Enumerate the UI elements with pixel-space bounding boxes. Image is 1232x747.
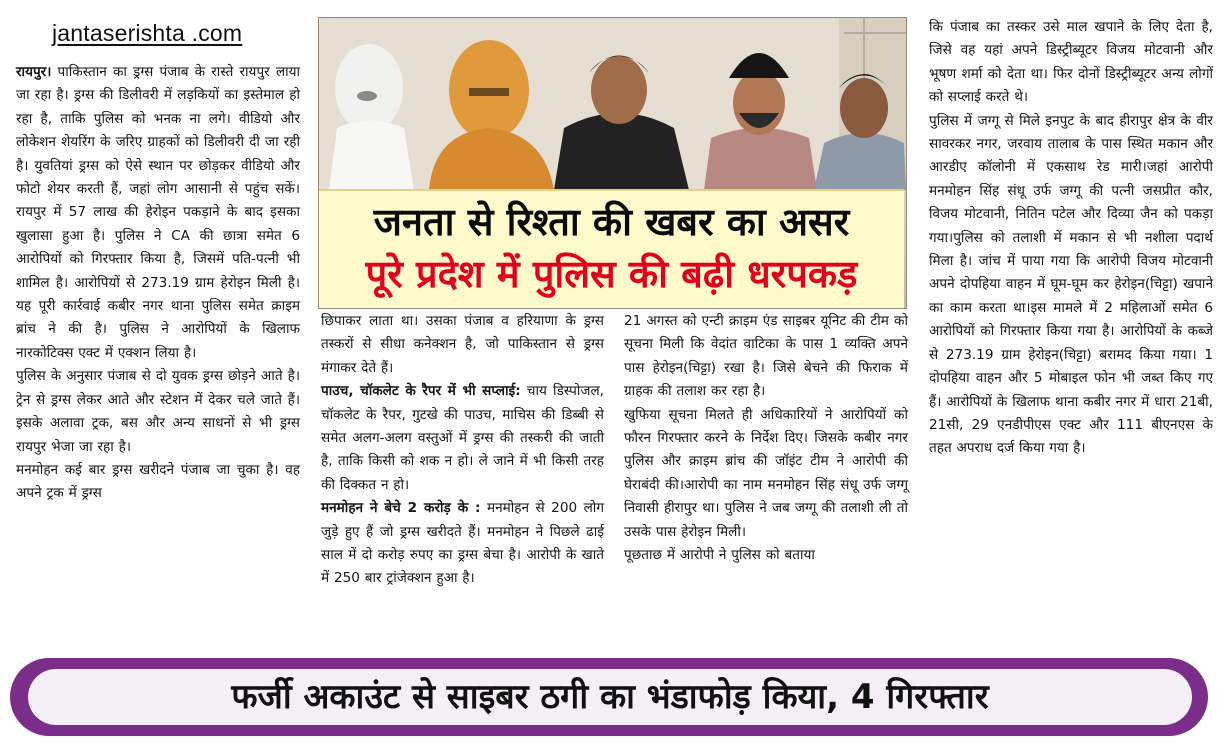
column-2-para-1: छिपाकर लाता था। उसका पंजाब व हरियाणा के ड्रग्स तस्करों से सीधा कनेक्शन है, जो पाकिस्तान से ड्रग्स मंगाकर देते हैं। xyxy=(321,313,604,376)
site-name[interactable]: jantaserishta .com xyxy=(52,20,243,46)
column-1-text: पाकिस्तान का ड्रग्स पंजाब के रास्ते रायपुर लाया जा रहा है। ड्रग्स की डिलीवरी में लड़कियों का इस्तेमाल हो रहा है, ताकि पुलिस को भनक ना लगे। वीडियो और लोकेशन शेयरिंग के जरिए ग्राहकों को डिलीवरी दी जा रही है। युवतियां ड्रग्स को ऐसे स्थान पर छोड़कर वीडियो और फोटो शेयर करती हैं, जहां लोग आसानी से पहुंच सकें। रायपुर में 57 लाख की हेरोइन पकड़ाने के बाद इसका खुलासा हुआ है। पुलिस ने CA की छात्रा समेत 6 आरोपियों को गिरफ्तार किया है, जिसमें पति-पत्नी भी शामिल है। आरोपियों से 273.19 ग्राम हेरोइन मिली है। यह पूरी कार्रवाई कबीर नगर थाना पुलिस समेत क्राइम ब्रांच ने की है। पुलिस ने आरोपियों के खिलाफ नारकोटिक्स एक्ट में एक्शन लिया है। पुलिस के अनुसार पंजाब से दो युवक ड्रग्स छोड़ने आते है। ट्रेन से ड्रग्स लेकर आते और स्टेशन में देकर चले जाते हैं। इसके अलावा ट्रक, बस और अन्य साधनों से भी ड्रग्स रायपुर भेजा जा रहा है। मनमोहन कई बार ड्रग्स खरीदने पंजाब जा चुका है। वह अपने ट्रक में ड्रग्स xyxy=(16,64,300,502)
subhead-pouch: पाउच, चॉकलेट के रैपर में भी सप्लाई: xyxy=(321,383,521,400)
dateline: रायपुर। xyxy=(16,64,52,80)
headline-line-1: जनता से रिश्ता की खबर का असर xyxy=(373,200,850,244)
column-2-para-2: चाय डिस्पोजल, चॉकलेट के रैपर, गुटखे की पाउच, माचिस की डिब्बी से समेत अलग-अलग वस्तुओं में ड्रग्स की तस्करी की जाती है, ताकि किसी को शक न हो। ले जाने में भी किसी तरह की दिक्कत न हो। xyxy=(321,383,604,493)
bottom-headline-banner[interactable] xyxy=(10,658,1208,736)
article-column-1 xyxy=(16,61,300,506)
column-4-text: कि पंजाब का तस्कर उसे माल खपाने के लिए देता है, जिसे वह यहां अपने डिस्ट्रीब्यूटर विजय मोटवानी और भूषण शर्मा को देता था। फिर दोनों डिस्ट्रीब्यूटर अन्य लोगों को सप्लाई करते थे। पुलिस में जग्गू से मिले इनपुट के बाद हीरापुर क्षेत्र के वीर सावरकर नगर, जरवाय तालाब के पास स्थित मकान और आरडीए कॉलोनी में एकसाथ रेड मारी।जहां आरोपी मनमोहन सिंह संधू उर्फ जग्गू की पत्नी जसप्रीत कौर, विजय मोटवानी, नितिन पटेल और दिव्या जैन को पकड़ा गया।पुलिस को तलाशी में मकान से भी नशीला पदार्थ मिला है। जांच में पाया गया कि आरोपी विजय मोटवानी अपने दोपहिया वाहन में घूम-घूम कर हेरोइन(चिट्टा) खपाने का काम करता था।इस मामले में 2 महिलाओं समेत 6 आरोपियों को गिरफ्तार किया गया है। आरोपियों के कब्जे से 273.19 ग्राम हेरोइन(चिट्टा) बरामद किया गया। 1 दोपहिया वाहन और 5 मोबाइल फोन भी जब्त किए गए हैं। आरोपियों के खिलाफ थाना कबीर नगर में धारा 21बी, 21सी, 29 एनडीपीएस एक्ट और 111 बीएनएस के तहत अपराध दर्ज किया गया है। xyxy=(929,19,1213,457)
news-photo xyxy=(318,17,907,309)
column-2-para-3: मनमोहन से 200 लोग जुड़े हुए हैं जो ड्रग्स खरीदते हैं। मनमोहन ने पिछले ढाई साल में दो करोड़ रुपए का ड्रग्स बेचा है। आरोपी के खाते में 250 बार ट्रांजेक्शन हुआ है। xyxy=(321,500,604,587)
headline-banner xyxy=(319,189,904,309)
subhead-manmohan: मनमोहन ने बेचे 2 करोड़ के : xyxy=(321,500,481,517)
bottom-banner-inner xyxy=(28,669,1192,725)
arrested-people-photo-illustration xyxy=(319,18,906,190)
article-column-2 xyxy=(321,310,604,591)
article-column-3 xyxy=(624,310,908,567)
bottom-headline-text: फर्जी अकाउंट से साइबर ठगी का भंडाफोड़ किया, 4 गिरफ्तार xyxy=(231,677,989,717)
headline-line-2: पूरे प्रदेश में पुलिस की बढ़ी धरपकड़ xyxy=(365,252,858,296)
column-3-text: 21 अगस्त को एन्टी क्राइम एंड साइबर यूनिट की टीम को सूचना मिली कि वेदांत वाटिका के पास 1 व्यक्ति अपने पास हेरोइन(चिट्टा) रखा है। जिसे बेचने की फिराक में ग्राहक की तलाश कर रहा है। खुफिया सूचना मिलते ही अधिकारियों ने आरोपियों को फौरन गिरफ्तार करने के निर्देश दिए। जिसके कबीर नगर पुलिस और क्राइम ब्रांच की जॉइंट टीम ने आरोपी की घेराबंदी की।आरोपी का नाम मनमोहन सिंह संधू उर्फ जग्गू निवासी हीरापुर था। पुलिस ने जब जग्गू की तलाशी ली तो उसके पास हेरोइन मिली। पूछताछ में आरोपी ने पुलिस को बताया xyxy=(624,313,908,564)
article-column-4 xyxy=(929,16,1213,461)
